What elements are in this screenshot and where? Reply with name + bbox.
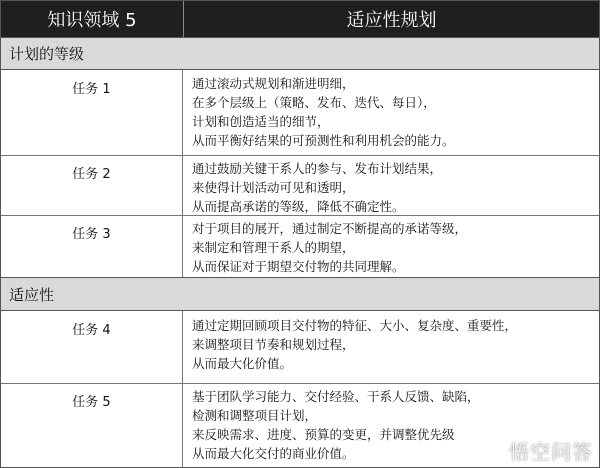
description-line: 从而最大化交付的商业价值。: [192, 446, 355, 461]
task-label: 任务 4: [1, 311, 183, 383]
description-line: 基于团队学习能力、交付经验、干系人反馈、缺陷，: [192, 389, 480, 404]
task-description: [192, 74, 592, 150]
section-header-planning-levels: 计划的等级: [1, 37, 599, 70]
description-line: 通过定期回顾项目交付物的特征、大小、复杂度、重要性，: [192, 318, 518, 333]
description-line: 计划和创造适当的细节，: [192, 114, 330, 129]
section-header-adaptation: 适应性: [1, 277, 599, 311]
description-line: 从而平衡好结果的可预测性和利用机会的能力。: [192, 133, 455, 148]
description-line: 通过滚动式规划和渐进明细，: [192, 76, 355, 91]
description-line: 来调整项目节奏和规划过程，: [192, 337, 355, 352]
task-description: [192, 219, 592, 276]
header-adaptive-planning: 适应性规划: [346, 10, 437, 31]
table-row: [1, 70, 599, 156]
description-line: 来反映需求、进度、预算的变更，并调整优先级: [192, 427, 455, 442]
table-row: [1, 215, 599, 278]
description-line: 来使得计划活动可见和透明，: [192, 180, 355, 195]
watermark: 悟空问答: [509, 440, 593, 464]
description-line: 来制定和管理干系人的期望，: [192, 240, 355, 255]
table-row: [1, 311, 599, 384]
description-line: 在多个层级上（策略、发布、迭代、每日），: [192, 95, 436, 110]
task-label: 任务 2: [1, 155, 183, 215]
table-header: [1, 1, 599, 37]
task-description: [192, 159, 592, 216]
task-description: [192, 316, 592, 373]
task-label: 任务 1: [1, 70, 183, 155]
task-label: 任务 5: [1, 383, 183, 467]
description-line: 通过鼓励关键干系人的参与、发布计划结果，: [192, 161, 443, 176]
description-line: 检测和调整项目计划，: [192, 408, 318, 423]
description-line: 从而保证对于期望交付物的共同理解。: [192, 259, 405, 274]
description-line: 对于项目的展开，通过制定不断提高的承诺等级，: [192, 221, 468, 236]
description-line: 从而最大化价值。: [192, 356, 293, 371]
table-row: [1, 155, 599, 216]
task-label: 任务 3: [1, 215, 183, 277]
description-line: 从而提高承诺的等级，降低不确定性。: [192, 199, 405, 214]
header-knowledge-area: 知识领域 5: [1, 1, 184, 37]
